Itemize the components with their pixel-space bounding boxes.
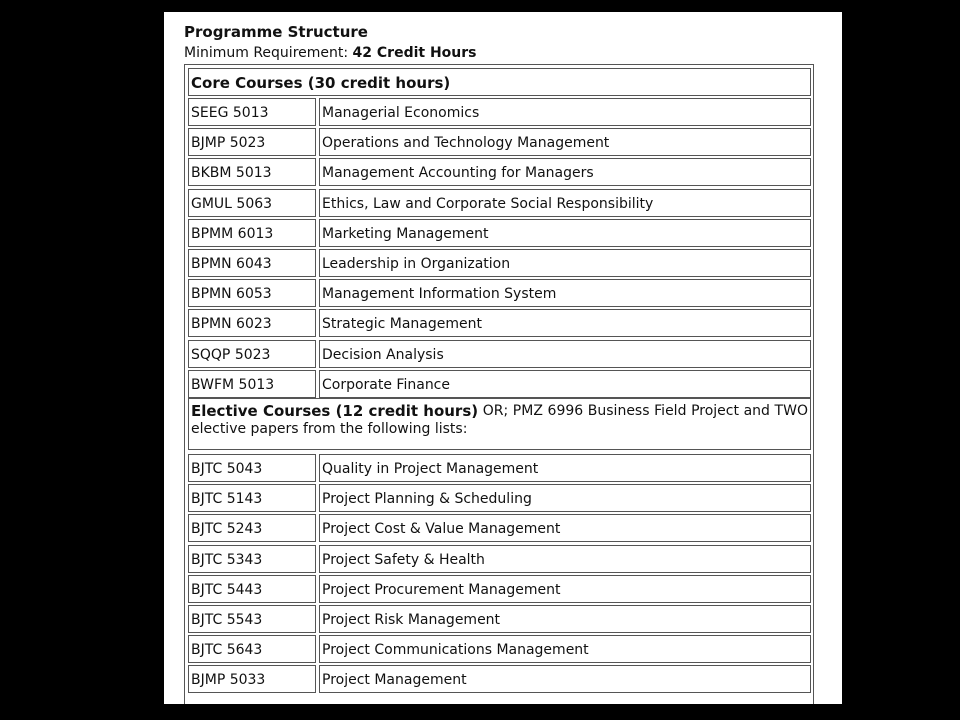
document-panel [164, 12, 842, 704]
course-code: BJTC 5243 [188, 514, 316, 542]
elective-header-line2: elective papers from the following lists: [191, 421, 468, 437]
course-code: BJTC 5643 [188, 635, 316, 663]
elective-header-word: Field [654, 403, 687, 419]
elective-header-word: and [743, 403, 770, 419]
page-title: Programme Structure [184, 23, 368, 41]
course-title: Management Accounting for Managers [319, 158, 811, 186]
course-code: BPMM 6013 [188, 219, 316, 247]
course-title: Project Planning & Scheduling [319, 484, 811, 512]
course-title: Project Risk Management [319, 605, 811, 633]
course-title: Corporate Finance [319, 370, 811, 398]
course-title: Strategic Management [319, 309, 811, 337]
course-code: BJTC 5043 [188, 454, 316, 482]
course-title: Ethics, Law and Corporate Social Responsibility [319, 189, 811, 217]
course-title: Project Procurement Management [319, 575, 811, 603]
course-title: Operations and Technology Management [319, 128, 811, 156]
course-code: BPMN 6043 [188, 249, 316, 277]
course-title: Marketing Management [319, 219, 811, 247]
course-code: BKBM 5013 [188, 158, 316, 186]
course-code: BJTC 5543 [188, 605, 316, 633]
course-code: BWFM 5013 [188, 370, 316, 398]
course-code: BJMP 5023 [188, 128, 316, 156]
course-table [184, 64, 814, 704]
elective-header-word: TWO [774, 403, 808, 419]
course-title: Managerial Economics [319, 98, 811, 126]
elective-header-word: PMZ [512, 403, 543, 419]
course-title: Project Cost & Value Management [319, 514, 811, 542]
elective-header-word: OR; [482, 403, 509, 419]
course-code: BJTC 5443 [188, 575, 316, 603]
minimum-requirement [184, 45, 477, 61]
course-code: BPMN 6023 [188, 309, 316, 337]
elective-header-word: 6996 [547, 403, 584, 419]
elective-header-word: Business [587, 403, 650, 419]
course-title: Project Communications Management [319, 635, 811, 663]
course-title: Project Safety & Health [319, 545, 811, 573]
elective-header-bold: Elective Courses (12 credit hours) [191, 402, 479, 420]
course-title: Leadership in Organization [319, 249, 811, 277]
course-code: SQQP 5023 [188, 340, 316, 368]
requirement-value: 42 Credit Hours [352, 45, 477, 61]
core-courses-header: Core Courses (30 credit hours) [188, 68, 811, 96]
course-code: BPMN 6053 [188, 279, 316, 307]
elective-header-word: Project [691, 403, 739, 419]
course-title: Management Information System [319, 279, 811, 307]
course-code: GMUL 5063 [188, 189, 316, 217]
course-title: Project Management [319, 665, 811, 693]
elective-header-line1 [191, 402, 810, 420]
course-title: Decision Analysis [319, 340, 811, 368]
course-title: Quality in Project Management [319, 454, 811, 482]
course-code: BJTC 5343 [188, 545, 316, 573]
requirement-label: Minimum Requirement: [184, 45, 353, 61]
course-code: BJMP 5033 [188, 665, 316, 693]
course-code: BJTC 5143 [188, 484, 316, 512]
elective-courses-header [188, 398, 811, 450]
course-code: SEEG 5013 [188, 98, 316, 126]
